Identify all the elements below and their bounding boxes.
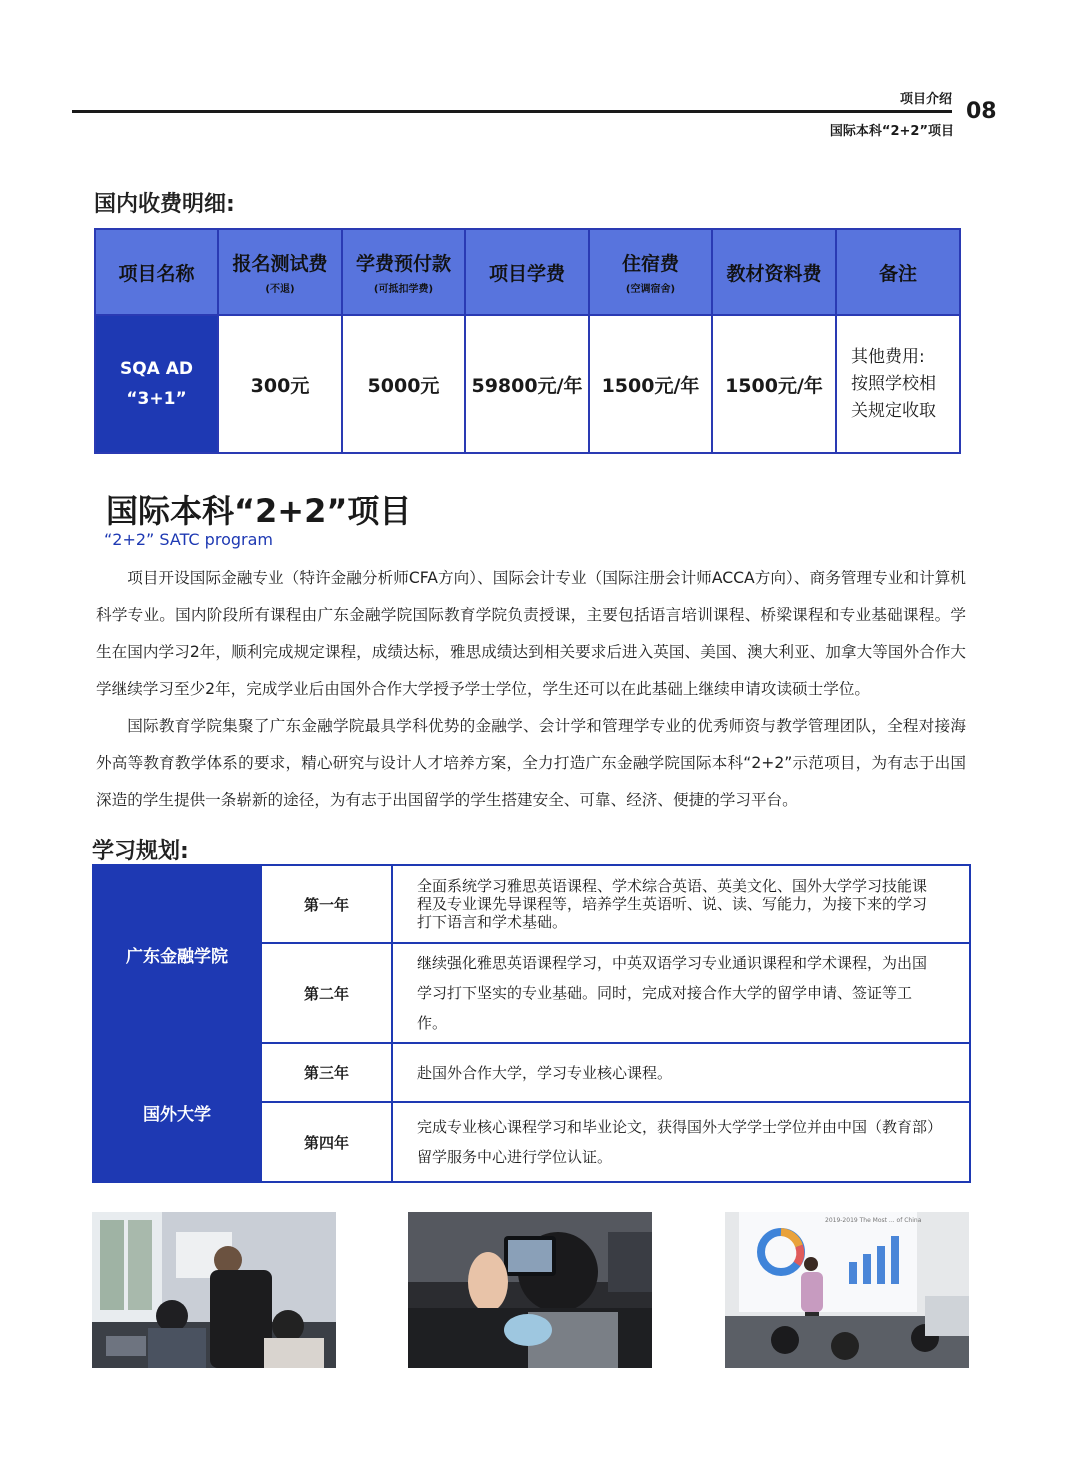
fee-col-header: 住宿费 (空调宿舍) bbox=[589, 229, 712, 315]
plan-desc: 完成专业核心课程学习和毕业论文，获得国外大学学士学位并由中国（教育部）留学服务中心进行学位认证。 bbox=[392, 1102, 970, 1182]
plan-year: 第一年 bbox=[261, 865, 392, 943]
fee-col-header: 备注 bbox=[836, 229, 960, 315]
fees-title: 国内收费明细: bbox=[94, 192, 235, 217]
housing-cell: 1500元/年 bbox=[589, 315, 712, 453]
plan-row bbox=[93, 865, 970, 943]
header-rule bbox=[72, 110, 952, 113]
slide-title: 2019-2019 The Most ... of China bbox=[825, 1217, 922, 1224]
classroom-photo-3 bbox=[725, 1212, 969, 1368]
plan-row bbox=[93, 1043, 970, 1102]
fee-header-row bbox=[95, 229, 960, 315]
fee-col-header: 学费预付款 (可抵扣学费) bbox=[342, 229, 465, 315]
group-abroad: 国外大学 bbox=[93, 1043, 261, 1182]
plan-year: 第二年 bbox=[261, 943, 392, 1043]
note-cell: 其他费用: 按照学校相 关规定收取 bbox=[836, 315, 960, 453]
classroom-photo-1 bbox=[92, 1212, 336, 1368]
header-section-label: 项目介绍 bbox=[899, 92, 952, 107]
fee-col-header: 项目名称 bbox=[95, 229, 218, 315]
test-fee-cell: 300元 bbox=[218, 315, 342, 453]
page-number: 08 bbox=[966, 99, 997, 124]
classroom-photo-2 bbox=[408, 1212, 652, 1368]
fee-table bbox=[94, 228, 961, 454]
fee-col-header: 教材资料费 bbox=[712, 229, 836, 315]
prepay-cell: 5000元 bbox=[342, 315, 465, 453]
group-domestic: 广东金融学院 bbox=[93, 865, 261, 1043]
fee-col-header: 报名测试费 (不退) bbox=[218, 229, 342, 315]
plan-desc: 全面系统学习雅思英语课程、学术综合英语、英美文化、国外大学学习技能课程及专业课先导课程等，培养学生英语听、说、读、写能力，为接下来的学习打下语言和学术基础。 bbox=[392, 865, 970, 943]
header-program-label: 国际本科“2+2”项目 bbox=[829, 124, 954, 139]
plan-desc: 继续强化雅思英语课程学习，中英双语学习专业通识课程和学术课程，为出国学习打下坚实的专业基础。同时，完成对接合作大学的留学申请、签证等工作。 bbox=[392, 943, 970, 1043]
program-paragraph-1: 项目开设国际金融专业（特许金融分析师CFA方向）、国际会计专业（国际注册会计师ACCA方向）、商务管理专业和计算机科学专业。国内阶段所有课程由广东金融学院国际教育学院负责授课，主要包括语言培训课程、桥梁课程和专业基础课程。学生在国内学习2年，顺利完成规定课程，成绩达标，雅思成绩达到相关要求后进入英国、美国、澳大利亚、加拿大等国外合作大学继续学习至少2年，完成学业后由国外合作大学授予学士学位，学生还可以在此基础上继续申请攻读硕士学位。 bbox=[96, 569, 966, 698]
study-plan-table bbox=[92, 864, 971, 1183]
fee-col-header: 项目学费 bbox=[465, 229, 589, 315]
materials-cell: 1500元/年 bbox=[712, 315, 836, 453]
program-title: 国际本科“2+2”项目 bbox=[106, 492, 412, 530]
fee-data-row bbox=[95, 315, 960, 453]
plan-title: 学习规划: bbox=[92, 839, 189, 864]
program-name-cell: SQA AD “3+1” bbox=[95, 315, 218, 453]
plan-year: 第三年 bbox=[261, 1043, 392, 1102]
plan-desc: 赴国外合作大学，学习专业核心课程。 bbox=[392, 1043, 970, 1102]
tuition-cell: 59800元/年 bbox=[465, 315, 589, 453]
program-paragraph-2: 国际教育学院集聚了广东金融学院最具学科优势的金融学、会计学和管理学专业的优秀师资与教学管理团队，全程对接海外高等教育教学体系的要求，精心研究与设计人才培养方案，全力打造广东金融学院国际本科“2+2”示范项目，为有志于出国深造的学生提供一条崭新的途径，为有志于出国留学的学生搭建安全、可靠、经济、便捷的学习平台。 bbox=[96, 717, 966, 809]
program-subtitle: “2+2” SATC program bbox=[104, 530, 273, 549]
plan-year: 第四年 bbox=[261, 1102, 392, 1182]
